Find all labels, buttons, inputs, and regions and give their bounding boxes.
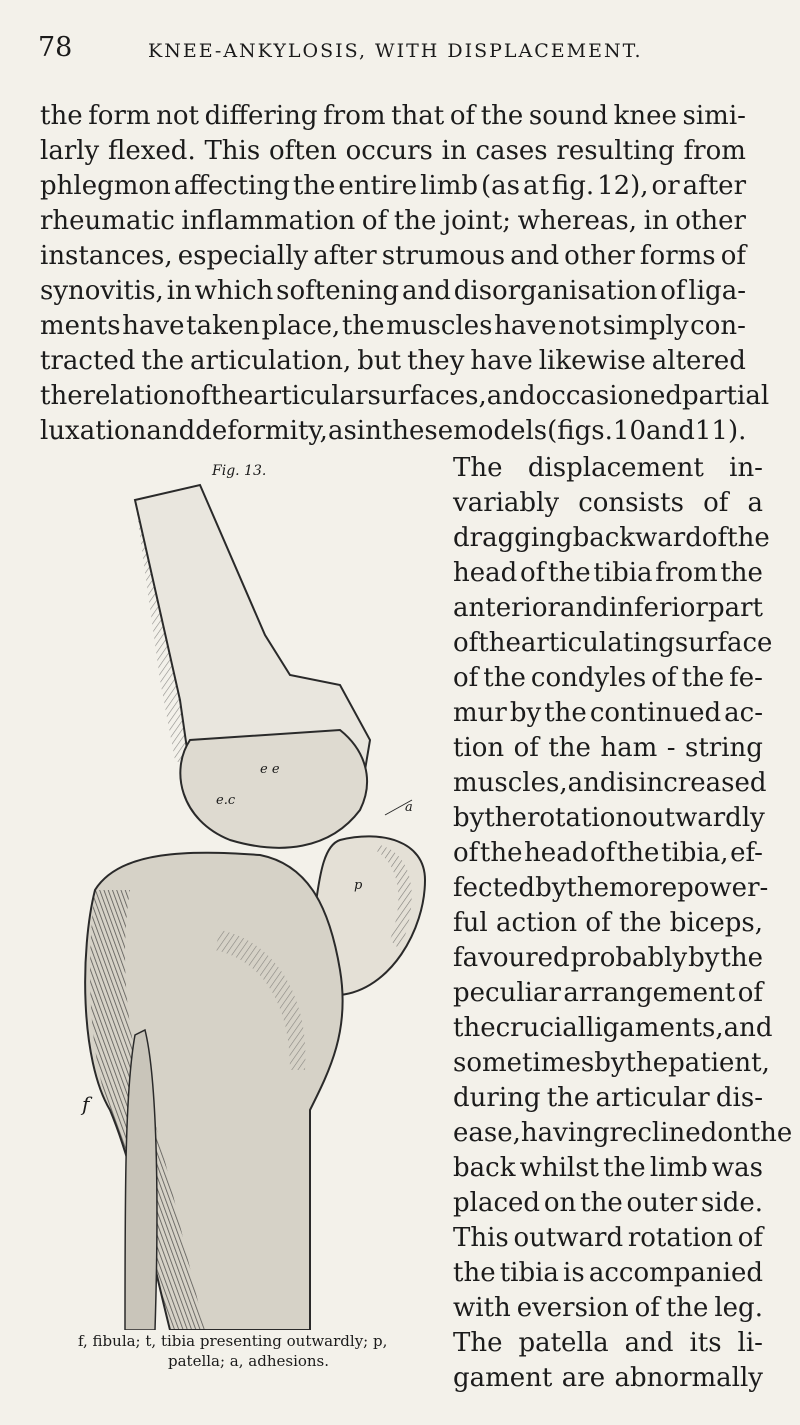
word: the — [393, 206, 437, 236]
word: after — [682, 171, 746, 201]
word: the — [749, 1118, 793, 1148]
word: from — [323, 101, 386, 131]
text-line — [40, 169, 746, 203]
word: but — [357, 346, 402, 376]
word: ments — [40, 311, 121, 341]
word: ful — [453, 908, 488, 938]
word: which — [194, 276, 274, 306]
word: of — [737, 1223, 763, 1253]
word: This — [204, 136, 261, 166]
word: tion — [453, 733, 505, 763]
word: continued — [589, 698, 722, 728]
word: differing — [204, 101, 318, 131]
word: fected — [453, 873, 536, 903]
word: of — [701, 523, 728, 553]
text-line — [40, 379, 770, 413]
text-line — [453, 696, 763, 730]
text-line — [453, 801, 763, 835]
word: are — [561, 1363, 606, 1393]
word: and — [567, 768, 617, 798]
word: is — [616, 768, 639, 798]
word: string — [685, 733, 763, 763]
word: of — [703, 488, 729, 518]
word: by — [594, 1048, 626, 1078]
word: the — [453, 1258, 496, 1288]
word: displacement — [527, 453, 704, 483]
word: from — [655, 558, 718, 588]
word: of — [453, 838, 479, 868]
word: altered — [651, 346, 746, 376]
word: softening — [276, 276, 400, 306]
text-line — [40, 414, 746, 448]
word: cases — [475, 136, 548, 166]
word: the — [141, 346, 185, 376]
word: tibia — [593, 558, 653, 588]
word: variably — [453, 488, 560, 518]
word: having — [520, 1118, 610, 1148]
word: liga- — [688, 276, 746, 306]
word: of — [185, 381, 211, 411]
text-line — [453, 1151, 763, 1185]
word: simply — [602, 311, 689, 341]
word: disorganisation — [453, 276, 658, 306]
word: occurs — [345, 136, 433, 166]
word: placed — [453, 1188, 541, 1218]
word: other — [675, 206, 746, 236]
word: and — [646, 416, 695, 446]
word: the — [665, 1293, 709, 1323]
text-line — [453, 661, 763, 695]
word: forms — [639, 241, 716, 271]
word: synovitis, — [40, 276, 164, 306]
word: in- — [729, 453, 763, 483]
word: of — [585, 908, 611, 938]
word: whereas, — [517, 206, 637, 236]
word: limb — [649, 1153, 708, 1183]
word: mur — [453, 698, 507, 728]
word: leg. — [714, 1293, 763, 1323]
word: flexed. — [108, 136, 196, 166]
word: of — [449, 101, 476, 131]
word: by — [688, 943, 720, 973]
word: back — [453, 1153, 516, 1183]
text-line — [453, 1361, 763, 1395]
word: by — [509, 698, 542, 728]
word: of — [634, 1293, 660, 1323]
word: and — [560, 593, 609, 623]
word: of — [589, 838, 616, 868]
word: surface — [674, 628, 773, 658]
word: 12), — [597, 171, 649, 201]
word: occasioned — [535, 381, 682, 411]
word: they — [407, 346, 465, 376]
word: in — [356, 416, 382, 446]
word: The — [453, 1328, 503, 1358]
word: not — [558, 311, 601, 341]
word: the — [544, 698, 587, 728]
word: strumous — [381, 241, 506, 271]
word: by — [535, 873, 567, 903]
word: outwardly — [632, 803, 765, 833]
word: fig. — [551, 171, 595, 201]
word: at — [522, 171, 549, 201]
word: the — [341, 311, 385, 341]
text-line — [40, 309, 746, 343]
word: ease, — [453, 1118, 521, 1148]
figure-letter-ec: e.c — [216, 793, 236, 808]
word: of — [737, 978, 763, 1008]
word: rheumatic — [40, 206, 175, 236]
word: of — [453, 628, 479, 658]
word: the — [40, 381, 83, 411]
word: the — [720, 943, 763, 973]
text-line — [453, 451, 763, 485]
word: ac- — [724, 698, 763, 728]
word: and — [624, 1328, 674, 1358]
word: the — [548, 558, 591, 588]
word: the — [720, 558, 763, 588]
text-line — [453, 1186, 763, 1220]
word: instances, — [40, 241, 173, 271]
word: tibia — [499, 1258, 559, 1288]
text-line — [40, 204, 746, 238]
word: simi- — [682, 101, 746, 131]
word: ham — [600, 733, 658, 763]
word: sound — [528, 101, 609, 131]
word: relation — [82, 381, 186, 411]
word: joint; — [443, 206, 512, 236]
text-line — [453, 556, 763, 590]
word: con- — [690, 311, 746, 341]
condyles-shape — [180, 730, 367, 848]
word: a — [747, 488, 763, 518]
word: in — [643, 206, 669, 236]
page-header — [38, 32, 760, 72]
word: of — [513, 733, 539, 763]
figure-label: Fig. 13. — [212, 463, 267, 479]
figure-caption-line-2: patella; a, adhesions. — [168, 1352, 330, 1370]
word: phlegmon — [40, 171, 171, 201]
word: sometimes — [453, 1048, 595, 1078]
word: affecting — [173, 171, 290, 201]
text-line — [453, 521, 770, 555]
word: articular — [253, 381, 368, 411]
word: knee — [613, 101, 677, 131]
word: and — [723, 1013, 773, 1043]
word: abnormally — [614, 1363, 763, 1393]
word: the — [480, 101, 524, 131]
word: the — [292, 171, 336, 201]
word: have — [494, 311, 557, 341]
text-line — [453, 1291, 763, 1325]
word: rotation — [526, 803, 633, 833]
word: crucial — [495, 1013, 587, 1043]
word: on — [717, 1118, 750, 1148]
word: of — [361, 206, 388, 236]
text-line — [453, 906, 763, 940]
word: of — [651, 663, 677, 693]
word: gament — [453, 1363, 553, 1393]
word: entire — [338, 171, 418, 201]
word: the — [453, 1013, 496, 1043]
word: head — [453, 558, 518, 588]
word: - — [666, 733, 676, 763]
word: whilst — [519, 1153, 599, 1183]
figure-letter-f: f — [82, 1092, 90, 1116]
word: of — [453, 663, 479, 693]
word: the — [210, 381, 254, 411]
word: peculiar — [453, 978, 561, 1008]
word: of — [520, 558, 546, 588]
word: eversion — [516, 1293, 629, 1323]
text-line — [40, 344, 746, 378]
word: inflammation — [181, 206, 356, 236]
word: (figs. — [547, 416, 613, 446]
figure-letter-a: a — [405, 800, 413, 815]
text-line — [453, 591, 763, 625]
word: The — [453, 453, 503, 483]
word: surfaces, — [367, 381, 487, 411]
figure-letter-ee: e e — [260, 762, 280, 777]
word: taken — [186, 311, 260, 341]
word: and — [486, 381, 536, 411]
word: patella — [518, 1328, 609, 1358]
text-line — [453, 1326, 763, 1360]
word: that — [391, 101, 445, 131]
word: increased — [638, 768, 767, 798]
word: resulting — [556, 136, 675, 166]
word: backward — [572, 523, 702, 553]
text-line — [453, 731, 763, 765]
word: muscles, — [453, 768, 568, 798]
word: power- — [677, 873, 769, 903]
word: part — [707, 593, 763, 623]
word: larly — [40, 136, 100, 166]
text-line — [453, 941, 763, 975]
word: articular — [595, 1083, 710, 1113]
word: during — [453, 1083, 541, 1113]
word: the — [546, 1083, 590, 1113]
word: form — [88, 101, 151, 131]
knee-joint-illustration — [40, 470, 470, 1330]
text-line — [40, 274, 746, 308]
word: the — [616, 838, 660, 868]
word: and — [510, 241, 560, 271]
word: was — [711, 1153, 763, 1183]
word: have — [122, 311, 185, 341]
word: rotation — [627, 1223, 734, 1253]
word: ligaments, — [586, 1013, 724, 1043]
word: li- — [737, 1328, 763, 1358]
word: This — [453, 1223, 509, 1253]
text-line — [453, 976, 763, 1010]
word: in — [166, 276, 192, 306]
word: as — [327, 416, 357, 446]
word: ef- — [730, 838, 763, 868]
text-line — [453, 1116, 793, 1150]
word: the — [548, 733, 591, 763]
word: biceps, — [669, 908, 763, 938]
word: reclined — [609, 1118, 718, 1148]
text-line — [453, 836, 763, 870]
word: the — [580, 1188, 623, 1218]
word: luxation — [40, 416, 147, 446]
figure-caption-line-1: f, fibula; t, tibia presenting outwardly; p, — [78, 1332, 388, 1350]
word: and — [401, 276, 451, 306]
word: the — [478, 628, 521, 658]
word: the — [603, 1153, 646, 1183]
word: these — [381, 416, 454, 446]
word: accompanied — [588, 1258, 763, 1288]
word: partial — [681, 381, 770, 411]
word: patient, — [668, 1048, 770, 1078]
word: often — [268, 136, 337, 166]
word: deformity, — [195, 416, 328, 446]
word: models — [453, 416, 548, 446]
word: other — [564, 241, 635, 271]
word: probably — [570, 943, 688, 973]
text-line — [453, 486, 763, 520]
word: likewise — [538, 346, 646, 376]
word: with — [453, 1293, 511, 1323]
word: place, — [261, 311, 341, 341]
word: or — [651, 171, 680, 201]
text-line — [453, 1011, 773, 1045]
text-line — [453, 766, 767, 800]
word: articulation, — [190, 346, 352, 376]
word: 10 — [612, 416, 646, 446]
word: the — [483, 663, 526, 693]
text-line — [453, 871, 769, 905]
word: the — [484, 803, 527, 833]
word: the — [566, 873, 609, 903]
word: of — [660, 276, 686, 306]
word: muscles — [386, 311, 493, 341]
figure-letter-p: p — [354, 878, 363, 893]
word: the — [479, 838, 523, 868]
fibula-shape — [125, 1030, 157, 1330]
running-head: KNEE-ANKYLOSIS, WITH DISPLACEMENT. — [148, 40, 643, 62]
word: dis- — [715, 1083, 763, 1113]
text-line — [40, 99, 746, 133]
word: have — [470, 346, 533, 376]
word: side. — [701, 1188, 763, 1218]
word: condyles — [530, 663, 647, 693]
word: consists — [578, 488, 684, 518]
word: outer — [626, 1188, 698, 1218]
word: outward — [513, 1223, 624, 1253]
word: head — [524, 838, 589, 868]
word: favoured — [453, 943, 570, 973]
text-line — [453, 1046, 770, 1080]
word: the — [40, 101, 83, 131]
word: from — [683, 136, 746, 166]
word: and — [146, 416, 196, 446]
word: in — [441, 136, 467, 166]
word: after — [313, 241, 377, 271]
text-line — [40, 134, 746, 168]
figure-caption — [78, 1331, 387, 1371]
word: by — [453, 803, 485, 833]
word: the — [681, 663, 725, 693]
word: the — [625, 1048, 669, 1078]
text-line — [40, 239, 746, 273]
text-line — [453, 1256, 763, 1290]
text-line — [453, 626, 773, 660]
word: tracted — [40, 346, 136, 376]
word: 11). — [694, 416, 747, 446]
word: of — [720, 241, 746, 271]
word: inferior — [608, 593, 708, 623]
word: the — [727, 523, 770, 553]
word: the — [618, 908, 662, 938]
word: on — [543, 1188, 577, 1218]
word: more — [609, 873, 678, 903]
word: its — [689, 1328, 722, 1358]
word: arrangement — [563, 978, 736, 1008]
word: not — [156, 101, 199, 131]
word: anterior — [453, 593, 560, 623]
word: limb — [420, 171, 478, 201]
word: especially — [177, 241, 309, 271]
word: is — [563, 1258, 585, 1288]
word: fe- — [729, 663, 763, 693]
text-line — [453, 1221, 763, 1255]
page-number: 78 — [38, 32, 73, 63]
word: (as — [480, 171, 520, 201]
word: dragging — [453, 523, 573, 553]
word: action — [495, 908, 578, 938]
word: tibia, — [661, 838, 729, 868]
word: articulating — [520, 628, 675, 658]
text-line — [453, 1081, 763, 1115]
